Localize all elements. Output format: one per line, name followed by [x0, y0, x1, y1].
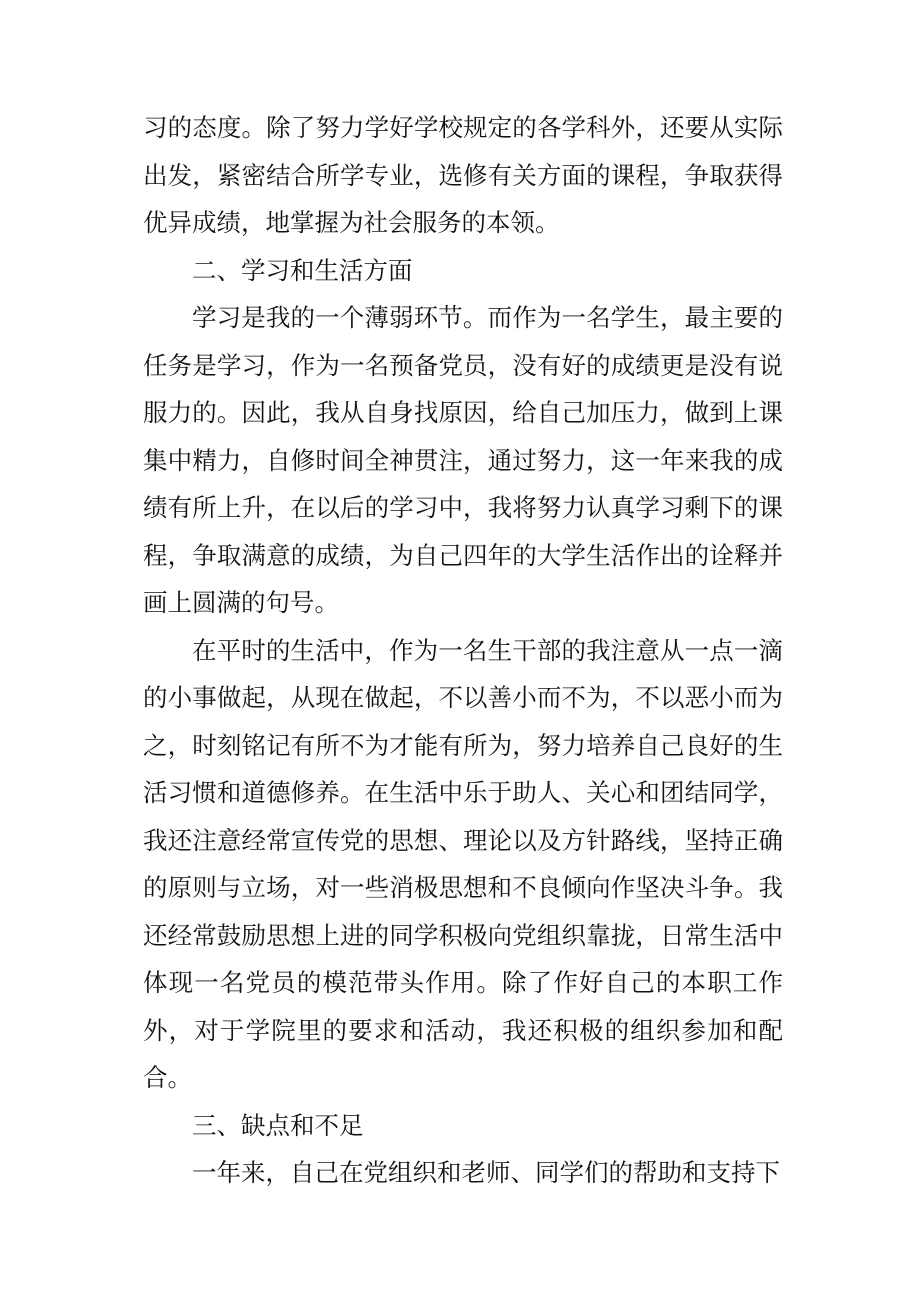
section-heading-shortcomings: 三、缺点和不足: [192, 1110, 364, 1140]
document-body: [143, 104, 783, 1197]
section-heading-study-and-life: 二、学习和生活方面: [192, 255, 413, 285]
paragraph-study: 学习是我的一个薄弱环节。而作为一名学生，最主要的任务是学习，作为一名预备党员，没有好的成绩更是没有说服力的。因此，我从自身找原因，给自己加压力，做到上课集中精力，自修时间全神贯注，通过努力，这一年来我的成绩有所上升，在以后的学习中，我将努力认真学习剩下的课程，争取满意的成绩，为自己四年的大学生活作出的诠释并画上圆满的句号。: [143, 303, 783, 617]
paragraph-shortcomings-intro: 一年来，自己在党组织和老师、同学们的帮助和支持下: [192, 1158, 780, 1187]
paragraph-daily-life: 在平时的生活中，作为一名生干部的我注意从一点一滴的小事做起，从现在做起，不以善小而不为，不以恶小而为之，时刻铭记有所不为才能有所为，努力培养自己良好的生活习惯和道德修养。在生活中乐于助人、关心和团结同学，我还注意经常宣传党的思想、理论以及方针路线，坚持正确的原则与立场，对一些消极思想和不良倾向作坚决斗争。我还经常鼓励思想上进的同学积极向党组织靠拢，日常生活中体现一名党员的模范带头作用。除了作好自己的本职工作外，对于学院里的要求和活动，我还积极的组织参加和配合。: [143, 635, 783, 1092]
paragraph-continuation: 习的态度。除了努力学好学校规定的各学科外，还要从实际出发，紧密结合所学专业，选修有关方面的课程，争取获得优异成绩，地掌握为社会服务的本领。: [143, 113, 783, 237]
